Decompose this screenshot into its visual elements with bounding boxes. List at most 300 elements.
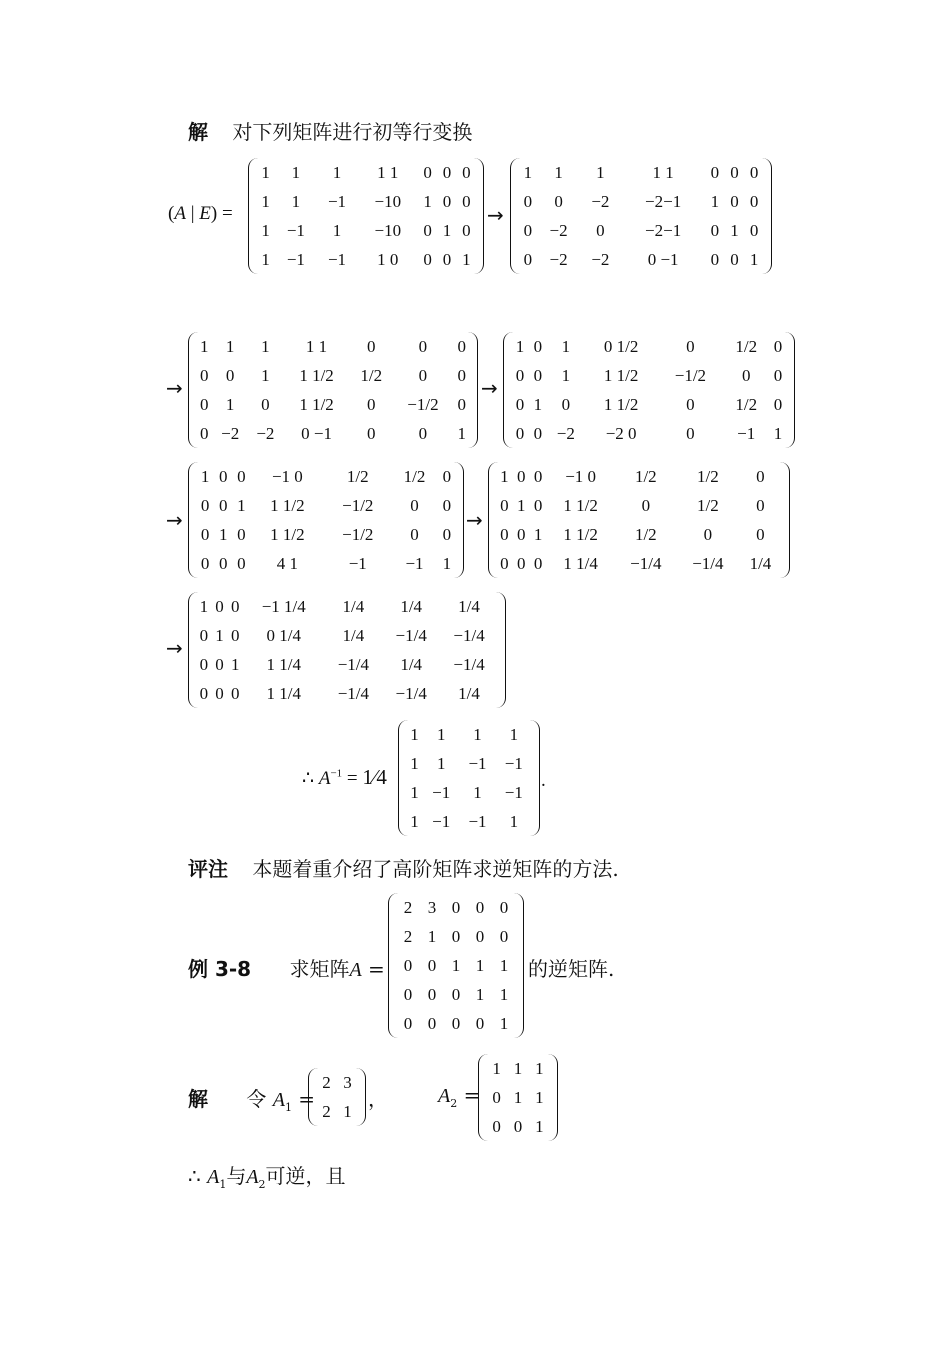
- ae-E: E: [199, 203, 211, 224]
- matrix-cell: 2: [322, 1072, 331, 1092]
- matrix-cell: 1: [436, 753, 446, 773]
- matrix-cell: 1 1/2: [299, 365, 334, 385]
- sol2-A1: A: [272, 1089, 285, 1111]
- matrix-row: [518, 216, 764, 245]
- matrix-cell: 0: [367, 423, 376, 443]
- matrix-cell: 0: [199, 625, 209, 645]
- matrix-cell: 1 1: [377, 162, 399, 182]
- matrix-cell: 1: [261, 365, 270, 385]
- matrix-row: [511, 361, 787, 390]
- matrix-cell: 0: [523, 249, 533, 269]
- matrix-cell: −1: [432, 782, 451, 802]
- matrix-row: [196, 419, 470, 448]
- matrix-cell: 1: [513, 1058, 523, 1078]
- matrix-cell: 1 1/4: [563, 553, 598, 573]
- matrix-cell: 1: [535, 1116, 544, 1136]
- matrix-cell: 0: [427, 984, 437, 1004]
- matrix-cell: 0: [513, 1116, 523, 1136]
- matrix-cell: 0: [200, 495, 210, 515]
- matrix-cell: 0: [533, 423, 543, 443]
- matrix-cell: 3: [343, 1072, 352, 1092]
- matrix-cell: 0: [442, 466, 452, 486]
- matrix-cell: 0: [710, 220, 720, 240]
- matrix-cell: 1: [513, 1087, 523, 1107]
- matrix-row: [316, 1068, 358, 1097]
- matrix-cell: −1/2: [342, 524, 374, 544]
- matrix-cell: 1: [410, 811, 419, 831]
- matrix-cell: 0: [200, 394, 209, 414]
- matrix-cell: 0: [554, 191, 563, 211]
- matrix-cell: 1 1/2: [270, 495, 305, 515]
- matrix-cell: 0: [773, 365, 783, 385]
- matrix-cell: 0: [215, 654, 224, 674]
- matrix-cell: 0: [451, 984, 461, 1004]
- matrix-cell: 0: [500, 524, 509, 544]
- ling-text: 令: [246, 1087, 267, 1111]
- matrix-cell: 1/2: [403, 466, 426, 486]
- matrix-cell: 0: [451, 1013, 461, 1033]
- matrix-cell: −2: [549, 249, 568, 269]
- matrix-cell: 1: [291, 162, 301, 182]
- matrix-cell: −2−1: [645, 191, 682, 211]
- matrix-cell: 0: [237, 553, 246, 573]
- matrix-cell: 1: [462, 249, 471, 269]
- matrix-cell: 1: [332, 162, 342, 182]
- matrix-cell: 0: [410, 495, 419, 515]
- matrix-cell: 2: [403, 897, 413, 917]
- matrix-cell: 1/4: [400, 596, 423, 616]
- matrix-row: [196, 592, 498, 621]
- matrix-cell: 0: [219, 495, 228, 515]
- matrix-cell: 1: [554, 162, 563, 182]
- matrix-cell: 0: [237, 524, 246, 544]
- matrix-cell: 0: [730, 162, 739, 182]
- matrix-cell: 1: [230, 654, 240, 674]
- inv-sup: −1: [330, 767, 343, 780]
- matrix-cell: −1 0: [271, 466, 303, 486]
- matrix-row: [196, 462, 456, 491]
- matrix-cell: 0: [741, 365, 751, 385]
- matrix-cell: 0: [457, 394, 466, 414]
- matrix-cell: 0: [773, 394, 783, 414]
- matrix-row: [511, 332, 787, 361]
- matrix-row: [518, 158, 764, 187]
- matrix-cell: 0: [492, 1087, 501, 1107]
- matrix-cell: 1: [200, 466, 210, 486]
- matrix-cell: 0: [225, 365, 235, 385]
- matrix-cell: 0: [200, 365, 209, 385]
- matrix-row: [496, 462, 782, 491]
- matrix-cell: 1: [200, 336, 209, 356]
- matrix-row: [518, 245, 764, 274]
- final-A1: A: [207, 1166, 220, 1188]
- matrix-cell: −2 0: [605, 423, 637, 443]
- matrix-cell: 0: [516, 553, 526, 573]
- solution-heading: [188, 116, 472, 145]
- matrix-row: [396, 893, 516, 922]
- matrix-cell: 0: [442, 524, 452, 544]
- sol2-comma: ，: [368, 1087, 388, 1111]
- matrix-cell: 1: [749, 249, 759, 269]
- matrix-cell: 0: [499, 926, 509, 946]
- matrix-cell: 1: [225, 336, 235, 356]
- eq-sign-2: =: [346, 768, 358, 789]
- matrix-cell: 0: [730, 191, 739, 211]
- matrix-cell: 0: [756, 524, 765, 544]
- matrix-cell: 0: [457, 336, 466, 356]
- therefore-2: ∴: [188, 1164, 201, 1188]
- matrix-cell: −1/4: [395, 625, 427, 645]
- matrix-cell: 0: [423, 162, 432, 182]
- matrix-cell: 0: [533, 466, 543, 486]
- matrix-cell: −1/4: [453, 654, 485, 674]
- matrix-cell: 1: [561, 365, 571, 385]
- matrix-cell: 1 1: [652, 162, 674, 182]
- matrix-row: [196, 390, 470, 419]
- matrix-cell: 0: [219, 466, 228, 486]
- final-sub2: 2: [258, 1178, 266, 1191]
- matrix-cell: 0: [442, 191, 452, 211]
- matrix-cell: 0: [367, 394, 376, 414]
- matrix-cell: 0: [237, 466, 246, 486]
- matrix-cell: −2: [556, 423, 575, 443]
- matrix-cell: 1: [533, 394, 543, 414]
- matrix-1: [248, 158, 484, 274]
- matrix-cell: 1/2: [735, 336, 758, 356]
- example-line: [188, 953, 385, 982]
- matrix-row: [316, 1097, 358, 1126]
- matrix-cell: −1: [432, 811, 451, 831]
- matrix-cell: 0: [442, 162, 452, 182]
- matrix-cell: −1: [286, 249, 305, 269]
- matrix-cell: 1: [261, 162, 270, 182]
- matrix-cell: 1 1/2: [270, 524, 305, 544]
- arrow-5: →: [466, 508, 483, 532]
- matrix-cell: 1: [199, 596, 209, 616]
- matrix-cell: 1: [492, 1058, 501, 1078]
- matrix-cell: −2: [591, 249, 610, 269]
- matrix-cell: 1/4: [749, 553, 772, 573]
- matrix-cell: 0: [475, 926, 485, 946]
- matrix-cell: 1: [442, 220, 452, 240]
- matrix-cell: 0: [730, 249, 739, 269]
- matrix-cell: 0: [462, 162, 471, 182]
- matrix-cell: 0: [703, 524, 713, 544]
- matrix-cell: 0: [561, 394, 571, 414]
- arrow-3: →: [481, 376, 498, 400]
- matrix-row: [196, 520, 456, 549]
- example-text1: 求矩阵: [289, 957, 350, 981]
- matrix-cell: 1: [773, 423, 783, 443]
- matrix-row: [406, 720, 532, 749]
- matrix-cell: 0: [403, 955, 413, 975]
- matrix-cell: 1: [475, 984, 485, 1004]
- matrix-cell: 1: [261, 191, 270, 211]
- matrix-cell: 1: [215, 625, 224, 645]
- matrix-cell: 1: [427, 926, 437, 946]
- matrix-cell: 1: [410, 753, 419, 773]
- ae-A: A: [174, 203, 186, 224]
- matrix-cell: 1: [436, 724, 446, 744]
- matrix-cell: 0: [230, 596, 240, 616]
- matrix-cell: 1: [516, 495, 526, 515]
- matrix-5: [188, 462, 464, 578]
- matrix-cell: 0: [686, 423, 695, 443]
- matrix-cell: 1/2: [634, 466, 657, 486]
- matrix-cell: 1: [515, 336, 525, 356]
- matrix-cell: 0: [442, 495, 452, 515]
- matrix-cell: 1: [343, 1101, 352, 1121]
- matrix-cell: 1: [473, 782, 482, 802]
- matrix-cell: 0: [515, 365, 525, 385]
- matrix-cell: −1: [468, 811, 487, 831]
- matrix-cell: −1/4: [337, 683, 369, 703]
- matrix-cell: 1: [442, 553, 452, 573]
- matrix-row: [406, 807, 532, 836]
- matrix-cell: 0: [641, 495, 651, 515]
- matrix-cell: 0: [427, 955, 437, 975]
- matrix-cell: 0 −1: [301, 423, 332, 443]
- matrix-A1: [308, 1068, 366, 1126]
- matrix-cell: 1: [561, 336, 571, 356]
- matrix-cell: 1/4: [342, 596, 365, 616]
- matrix-cell: 0: [475, 897, 485, 917]
- matrix-row: [256, 158, 476, 187]
- matrix-row: [486, 1112, 550, 1141]
- matrix-cell: 0: [423, 249, 432, 269]
- matrix-cell: 0: [462, 220, 471, 240]
- matrix-cell: 0: [773, 336, 783, 356]
- example-text2: 的逆矩阵.: [528, 957, 615, 981]
- matrix-cell: 0: [686, 394, 695, 414]
- matrix-cell: 1: [225, 394, 235, 414]
- final-line: [188, 1160, 346, 1191]
- matrix-row: [406, 749, 532, 778]
- matrix-cell: 1: [509, 724, 519, 744]
- note: [188, 853, 619, 882]
- solution-text: 对下列矩阵进行初等行变换: [232, 120, 473, 144]
- matrix-cell: 1: [535, 1058, 544, 1078]
- final-A2: A: [246, 1166, 259, 1188]
- matrix-cell: −1/4: [395, 683, 427, 703]
- matrix-cell: −2: [256, 423, 275, 443]
- final-yu: 与: [226, 1164, 247, 1188]
- eq-sign-5: =: [463, 1083, 481, 1107]
- matrix-cell: −1: [348, 553, 367, 573]
- matrix-cell: −1: [504, 782, 523, 802]
- matrix-cell: −1: [327, 191, 347, 211]
- matrix-cell: −1/2: [342, 495, 374, 515]
- note-label: 评注: [188, 857, 228, 881]
- matrix-cell: 0 1/2: [603, 336, 639, 356]
- matrix-row: [196, 361, 470, 390]
- matrix-cell: 1 1/2: [603, 365, 639, 385]
- matrix-cell: 0: [199, 683, 209, 703]
- matrix-3: [188, 332, 478, 448]
- matrix-row: [396, 951, 516, 980]
- matrix-cell: 1/4: [342, 625, 365, 645]
- inv-coef: 1⁄4: [362, 765, 387, 789]
- matrix-cell: 0: [516, 524, 526, 544]
- sol2-sub2: 2: [450, 1097, 458, 1110]
- matrix-cell: 1: [523, 162, 533, 182]
- matrix-cell: −1: [468, 753, 487, 773]
- matrix-row: [396, 980, 516, 1009]
- matrix-cell: 0: [710, 162, 720, 182]
- matrix-cell: 1: [219, 524, 228, 544]
- matrix-cell: 0: [451, 926, 461, 946]
- matrix-cell: 1: [499, 955, 509, 975]
- matrix-cell: 1/2: [735, 394, 758, 414]
- matrix-cell: 0: [596, 220, 605, 240]
- matrix-2: [510, 158, 772, 274]
- matrix-A2: [478, 1054, 558, 1141]
- matrix-cell: 1/2: [346, 466, 369, 486]
- matrix-cell: 0: [500, 495, 509, 515]
- eq-sign-4: =: [298, 1087, 316, 1111]
- matrix-cell: 1: [410, 782, 419, 802]
- inverse-matrix: [398, 720, 540, 836]
- matrix-cell: −1: [504, 753, 523, 773]
- matrix-cell: 1: [730, 220, 739, 240]
- matrix-row: [496, 549, 782, 578]
- matrix-cell: 1: [533, 524, 543, 544]
- solution-label: 解: [188, 120, 208, 144]
- matrix-cell: 0: [533, 495, 543, 515]
- matrix-cell: 0: [533, 336, 543, 356]
- matrix-cell: 1: [710, 191, 720, 211]
- matrix-6: [488, 462, 790, 578]
- matrix-row: [196, 332, 470, 361]
- eq-sign: =: [221, 203, 233, 224]
- eq-sign-3: =: [368, 957, 385, 981]
- matrix-row: [196, 621, 498, 650]
- matrix-cell: 0 −1: [647, 249, 679, 269]
- matrix-cell: 0: [499, 897, 509, 917]
- matrix-cell: −1/2: [674, 365, 707, 385]
- matrix-cell: 1: [332, 220, 342, 240]
- matrix-cell: 1 1/2: [299, 394, 334, 414]
- therefore-symbol: ∴: [302, 768, 315, 789]
- matrix-cell: 0: [261, 394, 270, 414]
- arrow-4: →: [166, 508, 183, 532]
- matrix-cell: 0: [523, 191, 533, 211]
- matrix-row: [256, 187, 476, 216]
- matrix-cell: 0: [403, 984, 413, 1004]
- matrix-cell: −1/4: [337, 654, 369, 674]
- matrix-cell: 1/4: [458, 683, 480, 703]
- matrix-cell: 1: [509, 811, 519, 831]
- matrix-row: [256, 216, 476, 245]
- final-sub1: 1: [219, 1178, 227, 1191]
- matrix-cell: 1: [475, 955, 485, 975]
- matrix-cell: 1: [410, 724, 419, 744]
- arrow-6: →: [166, 636, 183, 660]
- solution2-label: 解: [188, 1087, 208, 1111]
- inverse-lhs: [302, 765, 387, 790]
- matrix-cell: 0: [215, 683, 224, 703]
- matrix-cell: 0: [200, 553, 210, 573]
- matrix-row: [406, 778, 532, 807]
- matrix-cell: 0: [515, 423, 525, 443]
- matrix-cell: 0: [230, 625, 240, 645]
- matrix-cell: 0: [523, 220, 533, 240]
- matrix-cell: 0: [215, 596, 224, 616]
- matrix-cell: 1/2: [696, 495, 719, 515]
- matrix-cell: 2: [403, 926, 413, 946]
- final-rest: 可逆，且: [265, 1164, 346, 1188]
- matrix-cell: 0: [410, 524, 419, 544]
- matrix-cell: 1/2: [696, 466, 719, 486]
- matrix-cell: 0: [418, 365, 428, 385]
- A2-label: [438, 1083, 480, 1110]
- matrix-cell: 1 1/4: [266, 654, 301, 674]
- matrix-cell: 3: [427, 897, 437, 917]
- matrix-cell: 0: [219, 553, 228, 573]
- matrix-cell: 1: [473, 724, 482, 744]
- matrix-cell: 0: [756, 466, 765, 486]
- matrix-cell: −1/2: [407, 394, 439, 414]
- matrix-cell: 0: [533, 553, 543, 573]
- matrix-cell: 0: [515, 394, 525, 414]
- matrix-cell: 1 1/2: [563, 524, 598, 544]
- matrix-row: [496, 491, 782, 520]
- matrix-cell: 1 1/2: [603, 394, 639, 414]
- matrix-row: [196, 650, 498, 679]
- matrix-cell: 1: [596, 162, 605, 182]
- matrix-cell: 1 1/4: [266, 683, 301, 703]
- matrix-cell: 1: [291, 191, 301, 211]
- matrix-row: [518, 187, 764, 216]
- matrix-cell: 2: [322, 1101, 331, 1121]
- example-label: 例 3-8: [188, 957, 252, 981]
- matrix-cell: 1: [261, 336, 270, 356]
- matrix-cell: 0: [749, 162, 759, 182]
- matrix-row: [256, 245, 476, 274]
- matrix-cell: −1: [327, 249, 347, 269]
- matrix-cell: −1/4: [453, 625, 485, 645]
- matrix-cell: 0: [533, 365, 543, 385]
- matrix-cell: 0: [423, 220, 432, 240]
- matrix-7: [188, 592, 506, 708]
- example-A: A: [349, 959, 362, 981]
- matrix-row: [486, 1054, 550, 1083]
- augmented-label: (A | E) =: [168, 203, 233, 224]
- matrix-cell: −1/4: [630, 553, 662, 573]
- matrix-cell: 0: [462, 191, 471, 211]
- matrix-cell: −1: [405, 553, 424, 573]
- matrix-row: [196, 491, 456, 520]
- matrix-cell: −1: [286, 220, 305, 240]
- matrix-row: [396, 922, 516, 951]
- matrix-cell: 0: [500, 553, 509, 573]
- matrix-cell: 0: [230, 683, 240, 703]
- matrix-cell: 1: [535, 1087, 544, 1107]
- matrix-cell: 0: [427, 1013, 437, 1033]
- matrix-cell: −2−1: [645, 220, 682, 240]
- matrix-cell: 1/2: [634, 524, 657, 544]
- note-text: 本题着重介绍了高阶矩阵求逆矩阵的方法.: [252, 857, 619, 881]
- matrix-row: [396, 1009, 516, 1038]
- matrix-cell: −10: [374, 191, 402, 211]
- matrix-cell: 0: [199, 654, 209, 674]
- matrix-cell: 0: [710, 249, 720, 269]
- matrix-cell: 0: [451, 897, 461, 917]
- matrix-cell: 0: [686, 336, 695, 356]
- matrix-row: [511, 390, 787, 419]
- matrix-row: [496, 520, 782, 549]
- matrix-cell: 0: [749, 191, 759, 211]
